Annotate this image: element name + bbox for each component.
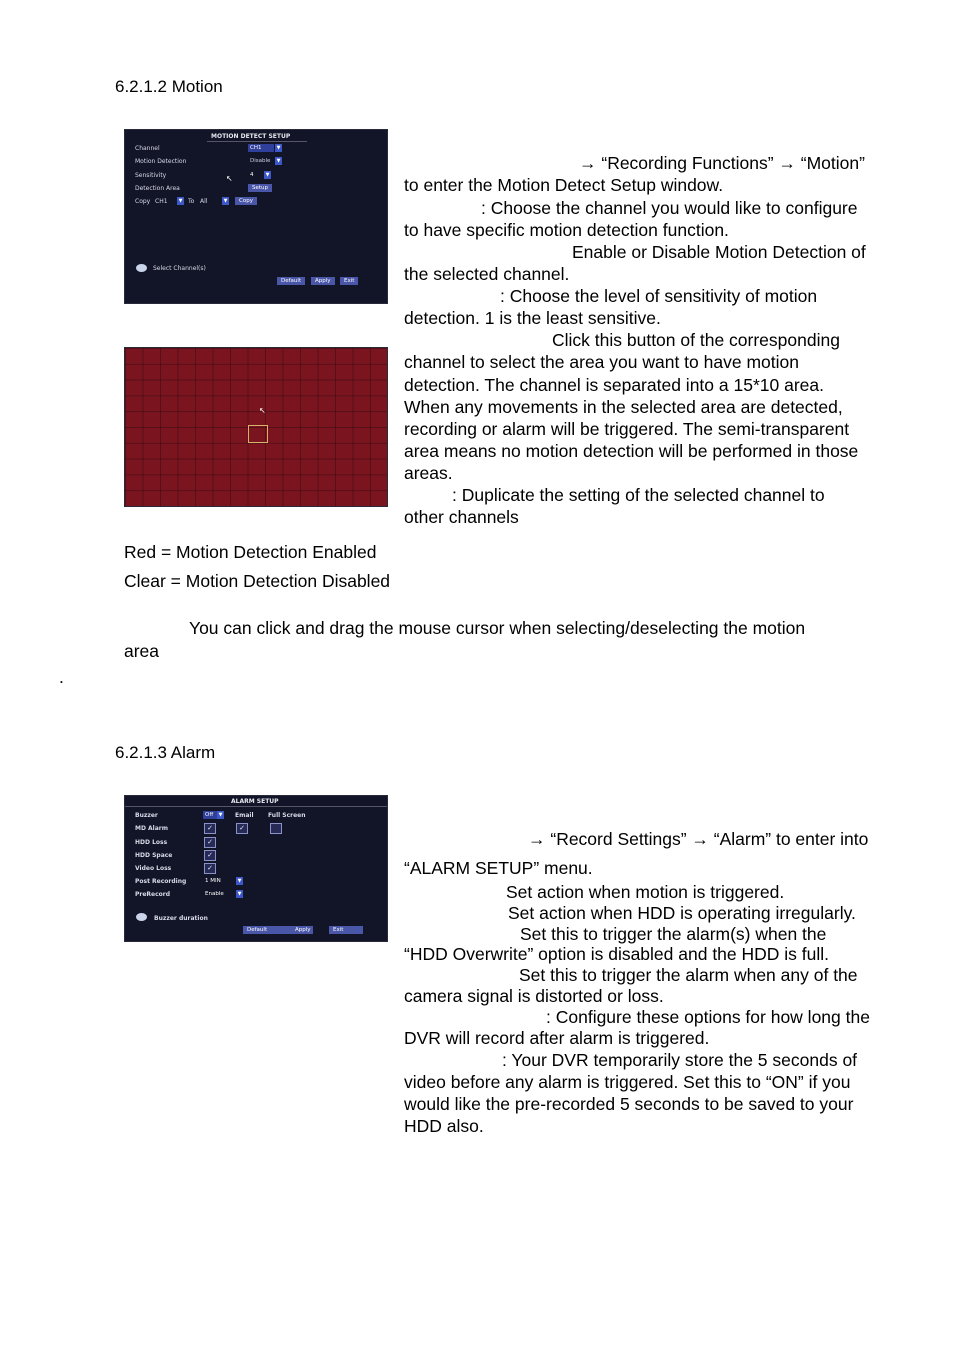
hdd-loss-checkbox[interactable]: ✓	[204, 837, 216, 848]
description-line: : Your DVR temporarily store the 5 seconds of	[502, 1050, 858, 1070]
exit-button[interactable]: Exit	[329, 926, 363, 934]
full-screen-column-label: Full Screen	[268, 812, 306, 819]
md-alarm-checkbox[interactable]: ✓	[204, 823, 216, 834]
copy-to-value: All	[200, 198, 208, 205]
description-line: to enter the Motion Detect Setup window.	[404, 175, 724, 195]
chevron-down-icon[interactable]: ▼	[237, 878, 242, 884]
screenshot-title: ALARM SETUP	[231, 798, 279, 805]
description-line: “HDD Overwrite” option is disabled and the HDD is full.	[404, 944, 830, 964]
description-line: Set action when HDD is operating irregularly.	[508, 903, 856, 923]
description-line: → “Record Settings” → “Alarm” to enter into	[528, 829, 869, 849]
description-line: Set this to trigger the alarm(s) when the	[520, 924, 827, 944]
selection-box	[248, 425, 268, 443]
description-line: Enable or Disable Motion Detection of	[572, 242, 866, 262]
description-line: DVR will record after alarm is triggered.	[404, 1028, 710, 1048]
prerecord-select[interactable]: Enable	[205, 891, 224, 897]
description-line: Set action when motion is triggered.	[506, 882, 785, 902]
description-line: “ALARM SETUP” menu.	[404, 858, 593, 878]
chevron-down-icon[interactable]: ▼	[276, 145, 281, 151]
speech-bubble-icon	[136, 913, 147, 921]
chevron-down-icon[interactable]: ▼	[218, 812, 223, 818]
chevron-down-icon[interactable]: ▼	[223, 198, 228, 204]
note-line: You can click and drag the mouse cursor when selecting/deselecting the motion	[189, 618, 806, 638]
row-label: Detection Area	[135, 185, 180, 192]
exit-button[interactable]: Exit	[340, 277, 358, 285]
prerecord-label: PreRecord	[135, 891, 171, 898]
detection-area-screenshot	[124, 347, 388, 507]
chevron-down-icon[interactable]: ▼	[178, 198, 183, 204]
description-line: to have specific motion detection function.	[404, 220, 729, 240]
video-loss-checkbox[interactable]: ✓	[204, 863, 216, 874]
channel-select[interactable]: CH1	[248, 144, 274, 152]
row-label: Video Loss	[135, 865, 172, 872]
screenshot-title: MOTION DETECT SETUP	[211, 133, 291, 140]
description-line: area means no motion detection will be performed in those	[404, 441, 859, 461]
description-line: video before any alarm is triggered. Set this to “ON” if you	[404, 1072, 851, 1092]
description-line: would like the pre-recorded 5 seconds to be saved to your	[404, 1094, 854, 1114]
buzzer-label: Buzzer	[135, 812, 158, 819]
copy-to-label: To	[188, 198, 195, 205]
default-button[interactable]: Default	[277, 277, 305, 285]
apply-button[interactable]: Apply	[291, 926, 313, 934]
row-label: Channel	[135, 145, 160, 152]
description-line: HDD also.	[404, 1116, 484, 1136]
md-alarm-fullscreen-checkbox[interactable]	[270, 823, 282, 834]
sensitivity-select[interactable]: 4	[250, 172, 254, 178]
chevron-down-icon[interactable]: ▼	[276, 158, 281, 164]
description-line: : Configure these options for how long the	[546, 1007, 870, 1027]
description-line: recording or alarm will be triggered. The semi-transparent	[404, 419, 850, 439]
description-line: camera signal is distorted or loss.	[404, 986, 664, 1006]
chevron-down-icon[interactable]: ▼	[237, 891, 242, 897]
title-underline	[207, 141, 307, 142]
screenshot-hint: Select Channel(s)	[153, 265, 206, 272]
speech-bubble-icon	[136, 264, 147, 272]
copy-button[interactable]: Copy	[235, 197, 257, 205]
copy-from-value: CH1	[155, 198, 168, 205]
description-line: areas.	[404, 463, 453, 483]
row-label: HDD Space	[135, 852, 173, 859]
row-label: Sensitivity	[135, 172, 167, 179]
mouse-cursor-icon: ↖	[259, 406, 266, 415]
description-line: channel to select the area you want to have motion	[404, 352, 799, 372]
alarm-setup-screenshot	[124, 795, 388, 942]
apply-button[interactable]: Apply	[311, 277, 335, 285]
post-recording-select[interactable]: 1 MIN	[205, 878, 221, 884]
chevron-down-icon[interactable]: ▼	[265, 172, 270, 178]
description-line: detection. 1 is the least sensitive.	[404, 308, 661, 328]
description-line: : Choose the channel you would like to configure	[481, 198, 858, 218]
motion-detect-setup-screenshot	[124, 129, 388, 304]
post-recording-label: Post Recording	[135, 878, 187, 885]
copy-label: Copy	[135, 198, 151, 205]
row-label: Motion Detection	[135, 158, 187, 165]
description-line: → “Recording Functions” → “Motion”	[579, 153, 865, 173]
row-label: MD Alarm	[135, 825, 168, 832]
motion-detection-select[interactable]: Disable	[250, 158, 271, 164]
description-line: Set this to trigger the alarm when any of the	[519, 965, 858, 985]
motion-heading: 6.2.1.2 Motion	[115, 77, 223, 96]
screenshot-hint: Buzzer duration	[154, 915, 208, 922]
note-line: area	[124, 641, 160, 661]
buzzer-select[interactable]: Off	[203, 811, 219, 819]
description-line: detection. The channel is separated into a 15*10 area.	[404, 375, 824, 395]
md-alarm-email-checkbox[interactable]: ✓	[236, 823, 248, 834]
legend-red: Red = Motion Detection Enabled	[124, 542, 377, 562]
detection-area-setup-button[interactable]: Setup	[248, 184, 272, 192]
email-column-label: Email	[235, 812, 254, 819]
row-label: HDD Loss	[135, 839, 168, 846]
description-line: the selected channel.	[404, 264, 570, 284]
description-line: Click this button of the corresponding	[552, 330, 840, 350]
title-underline	[125, 806, 387, 807]
alarm-heading: 6.2.1.3 Alarm	[115, 743, 216, 762]
legend-clear: Clear = Motion Detection Disabled	[124, 571, 391, 591]
hdd-space-checkbox[interactable]: ✓	[204, 850, 216, 861]
description-line: other channels	[404, 507, 519, 527]
description-line: : Choose the level of sensitivity of motion	[500, 286, 818, 306]
default-button[interactable]: Default	[243, 926, 291, 934]
description-line: : Duplicate the setting of the selected channel to	[452, 485, 825, 505]
description-line: When any movements in the selected area are detected,	[404, 397, 843, 417]
mouse-cursor-icon: ↖	[226, 174, 233, 183]
stray-dot: .	[59, 667, 64, 687]
